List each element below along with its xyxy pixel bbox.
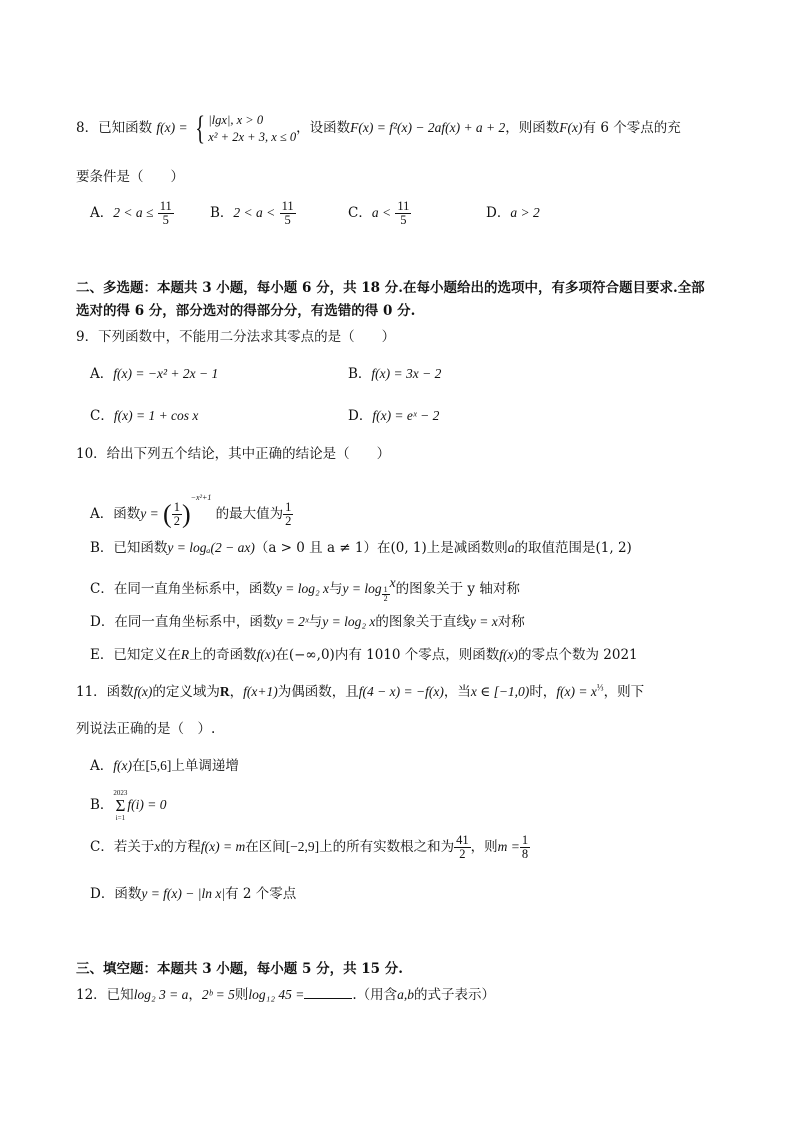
- q8-mid2: ，则函数: [505, 120, 560, 136]
- q10-a-y: y =: [140, 506, 159, 521]
- q9-b-label: B．: [348, 366, 372, 382]
- q12-tail: .（用含: [352, 987, 398, 1003]
- q11-d-expr: y = f(x) − |ln x|: [141, 886, 226, 901]
- q10-a-value-den: 2: [285, 514, 292, 528]
- q8-Fx2: F(x): [559, 120, 583, 135]
- q8-option-c: [348, 196, 411, 230]
- q9-d-expr: f(x) = eˣ − 2: [372, 408, 440, 423]
- q10-a-base: [172, 501, 182, 528]
- q12-then: 则: [234, 987, 249, 1003]
- q8-b-expr: 2 < a <: [233, 205, 276, 220]
- q10-c-base-num: 1: [383, 584, 388, 594]
- q10-d-tail: 对称: [497, 614, 525, 630]
- q9-d-label: D．: [348, 408, 373, 424]
- q8-c-den: 5: [400, 213, 407, 227]
- q8-lead: 已知函数: [98, 120, 153, 136]
- section3-heading: 三、填空题：本题共 3 小题，每小题 5 分，共 15 分.: [76, 961, 403, 977]
- q8-option-b: [210, 196, 296, 230]
- q9-option-b: [348, 362, 441, 382]
- q11-f4: x ∈ [−1,0): [470, 684, 530, 699]
- q9-stem: 9．下列函数中，不能用二分法求其零点的是（ ）: [76, 329, 396, 345]
- q11-c-mval-den: 8: [521, 847, 529, 861]
- q11-t3: 为偶函数，且: [277, 684, 359, 700]
- section2-heading-line1: 二、多选题：本题共 3 小题，每小题 6 分，共 18 分.在每小题给出的选项中，有多项符合题目要求.全部: [76, 280, 705, 296]
- q8-a-expr: 2 < a ≤: [113, 205, 154, 220]
- q10-b-label: B．已知函数: [90, 540, 168, 556]
- q11-c-sum: [454, 834, 471, 861]
- q10-a-value: [283, 501, 293, 528]
- q10-a-value-num: 1: [285, 499, 292, 514]
- q11-t6: ，则下: [603, 684, 645, 700]
- q11-line2: 列说法正确的是（ ）.: [76, 721, 216, 737]
- q8-mid: ，设函数: [296, 120, 351, 136]
- q11-a-tail: 上单调递增: [171, 758, 239, 774]
- q12-answer-blank[interactable]: [304, 986, 352, 999]
- q11-b-sum: [113, 789, 127, 823]
- q8-b-den: 5: [284, 213, 291, 227]
- q10-b-tail: 的取值范围是(1, 2): [514, 540, 632, 556]
- q11-c-eq: f(x) = m: [200, 839, 246, 854]
- q12-tail2: 的式子表示）: [414, 987, 496, 1003]
- q11-option-c: [90, 828, 530, 866]
- q10-e-tail: 的零点个数为 2021: [518, 647, 638, 663]
- q11-option-b: [90, 786, 167, 824]
- q8-number: 8．: [76, 120, 99, 136]
- q10-b-expr: y = logₐ(2 − ax): [167, 540, 255, 555]
- q10-a-base-den: 2: [173, 514, 180, 528]
- q10-c-base: [382, 586, 390, 604]
- q10-c-expr1: y = log₂ x: [275, 581, 330, 596]
- q10-a-exp: −x²+1: [190, 493, 212, 502]
- q8-b-label: B．: [210, 205, 234, 221]
- q12-number: 12．已知: [76, 987, 134, 1003]
- q8-line1: [76, 108, 681, 148]
- q8-a-label: A．: [90, 205, 114, 221]
- q9-a-label: A．: [90, 366, 114, 382]
- q11-c-sum-num: 41: [456, 832, 469, 847]
- q11-c-label: C．若关于: [90, 839, 155, 855]
- q11-t4: ，当: [443, 684, 471, 700]
- q8-Fx: F(x) = f²(x) − 2af(x) + a + 2: [350, 120, 506, 135]
- q11-b-label: B．: [90, 797, 114, 813]
- q10-d-expr1: y = 2ˣ: [276, 614, 309, 629]
- q10-c-label: C．在同一直角坐标系中，函数: [90, 581, 276, 597]
- q8-option-d: [486, 196, 540, 230]
- q11-t5: 时，: [529, 684, 557, 700]
- q12-ab: a,b: [397, 987, 415, 1002]
- q8-a-frac: [158, 200, 174, 227]
- q11-f5-exp: ⅓: [596, 682, 604, 693]
- q11-c-mval-num: 1: [521, 832, 529, 847]
- q12-e3: log₁₂ 45 =: [248, 987, 305, 1002]
- q10-c-x: x: [389, 575, 396, 590]
- q11-a-mid: 在: [131, 758, 146, 774]
- q10-option-e: [90, 643, 638, 663]
- q11-t2: ，: [229, 684, 244, 700]
- q11-f3: f(4 − x) = −f(x): [358, 684, 444, 699]
- q10-d-mid: 的图象关于直线: [375, 614, 470, 630]
- q11-a-label: A．: [90, 758, 114, 774]
- q11-c-mid: 的方程: [160, 839, 201, 855]
- q8-c-num: 11: [397, 198, 410, 213]
- q8-a-den: 5: [162, 213, 169, 227]
- q8-c-expr: a <: [371, 205, 392, 220]
- q10-e-f2: f(x): [499, 647, 518, 662]
- q11-c-mid2: 在区间: [245, 839, 286, 855]
- q10-b-a: a: [507, 540, 515, 555]
- q8-d-expr: a > 2: [510, 205, 540, 220]
- q10-e-R: R: [180, 647, 190, 662]
- q8-brace: {: [195, 109, 205, 147]
- q10-option-d: [90, 610, 525, 630]
- q10-d-expr2: y = log₂ x: [322, 614, 376, 629]
- q10-option-c: [90, 566, 520, 603]
- q9-c-expr: f(x) = 1 + cos x: [113, 408, 199, 423]
- q8-option-a: [90, 196, 174, 230]
- q11-R: R: [219, 684, 230, 699]
- q11-b-sum-bottom: i=1: [115, 813, 126, 822]
- q10-c-tail: 的图象关于 y 轴对称: [395, 581, 520, 597]
- q10-a-lparen: (: [163, 499, 172, 529]
- q11-c-sum-den: 2: [459, 847, 466, 861]
- q8-cases: [208, 112, 296, 146]
- q10-d-with: 与: [308, 614, 323, 630]
- q9-a-expr: f(x) = −x² + 2x − 1: [113, 366, 219, 381]
- q11-c-mid4: ，则: [470, 839, 498, 855]
- q8-case1: |lgx|, x > 0: [208, 112, 264, 127]
- q9-option-d: [348, 404, 439, 424]
- q10-c-base-den: 2: [383, 594, 388, 603]
- q8-tail: 有 6 个零点的充: [582, 120, 681, 136]
- q12-line: [76, 983, 495, 1003]
- q8-d-label: D．: [486, 205, 511, 221]
- q11-f5: f(x) = x: [556, 684, 597, 699]
- q8-c-frac: [395, 200, 411, 227]
- q8-b-frac: [280, 200, 296, 227]
- q8-a-num: 11: [159, 198, 172, 213]
- q11-c-interval: [−2,9]: [285, 839, 320, 854]
- q8-c-label: C．: [348, 205, 372, 221]
- q9-option-a: [90, 362, 218, 382]
- q11-option-d: [90, 882, 296, 902]
- q10-e-mid: 上的奇函数: [189, 647, 257, 663]
- q9-b-expr: f(x) = 3x − 2: [371, 366, 442, 381]
- q10-a-mid: 的最大值为: [215, 506, 284, 522]
- q11-b-expr: f(i) = 0: [127, 797, 167, 812]
- q9-option-c: [90, 404, 198, 424]
- q10-c-with: 与: [329, 581, 343, 597]
- q11-line1: [76, 680, 644, 700]
- q10-d-label: D．在同一直角坐标系中，函数: [90, 614, 277, 630]
- q12-e1: log₂ 3 = a: [133, 987, 189, 1002]
- q8-line2: 要条件是（ ）: [76, 169, 184, 185]
- q11-c-m: m =: [497, 839, 520, 854]
- q10-stem: 10．给出下列五个结论，其中正确的结论是（ ）: [76, 446, 391, 462]
- q11-b-sum-icon: Σ: [115, 795, 126, 815]
- q11-number: 11．函数: [76, 684, 134, 700]
- q10-e-label: E．已知定义在: [90, 647, 181, 663]
- q12-sep: ，: [188, 987, 202, 1003]
- q9-c-label: C．: [90, 408, 114, 424]
- q10-b-cond: （a > 0 且 a ≠ 1）在(0, 1)上是减函数则: [254, 540, 508, 556]
- q11-option-a: [90, 754, 239, 774]
- q10-a-label: A．函数: [90, 506, 141, 522]
- section2-heading-line2: 选对的得 6 分，部分选对的得部分分，有选错的得 0 分.: [76, 303, 416, 319]
- q12-e2: 2ᵇ = 5: [201, 987, 235, 1002]
- q11-d-label: D．函数: [90, 886, 142, 902]
- q11-t1: 的定义域为: [152, 684, 220, 700]
- q10-option-a: [90, 474, 293, 529]
- q11-c-x: x: [154, 839, 161, 854]
- q10-option-b: [90, 536, 632, 556]
- q11-c-mid3: 上的所有实数根之和为: [319, 839, 455, 855]
- q11-d-tail: 有 2 个零点: [225, 886, 297, 902]
- q8-b-num: 11: [281, 198, 294, 213]
- q11-a-f: f(x): [113, 758, 132, 773]
- q10-c-expr2: y = log: [342, 581, 382, 596]
- q8-fx: f(x) =: [156, 120, 188, 135]
- q11-a-interval: [5,6]: [145, 758, 172, 773]
- q10-e-mid2: 在(−∞,0)内有 1010 个零点，则函数: [275, 647, 500, 663]
- q11-f1: f(x): [133, 684, 153, 699]
- q10-a-base-num: 1: [173, 499, 180, 514]
- q8-case2: x² + 2x + 3, x ≤ 0: [208, 129, 297, 144]
- q11-f2: f(x+1): [243, 684, 278, 699]
- q10-e-f: f(x): [256, 647, 276, 662]
- q11-b-sum-top: 2023: [113, 788, 128, 797]
- q11-c-mval: [520, 834, 530, 861]
- q10-d-line: y = x: [469, 614, 498, 629]
- q10-a-rparen: ): [181, 499, 191, 529]
